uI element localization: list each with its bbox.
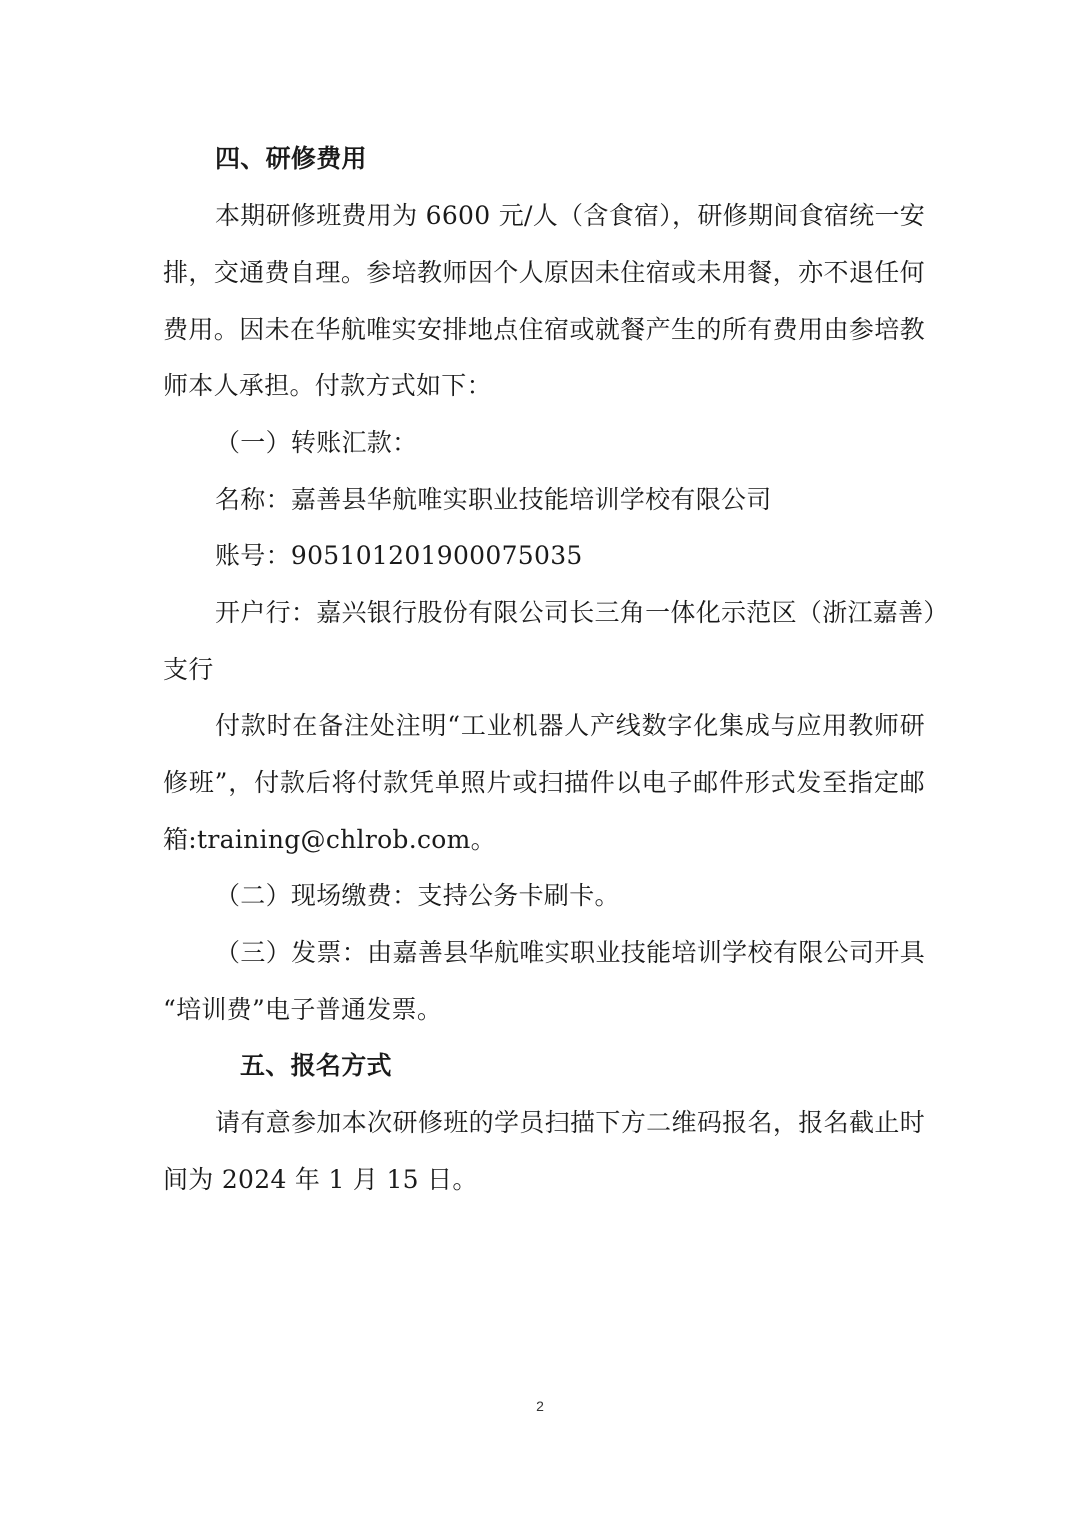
fee-paragraph-line-3: 费用。因未在华航唯实安排地点住宿或就餐产生的所有费用由参培教	[163, 315, 925, 344]
account-name: 名称：嘉善县华航唯实职业技能培训学校有限公司	[215, 485, 772, 514]
onsite-payment: （二）现场缴费：支持公务卡刷卡。	[215, 881, 620, 910]
payment-note-email: 箱:training@chlrob.com。	[163, 825, 496, 854]
registration-line-1: 请有意参加本次研修班的学员扫描下方二维码报名，报名截止时	[215, 1108, 925, 1137]
invoice-line-2: “培训费”电子普通发票。	[163, 995, 443, 1024]
fee-paragraph-line-1: 本期研修班费用为 6600 元/人（含食宿），研修期间食宿统一安	[215, 201, 926, 230]
transfer-title: （一）转账汇款：	[215, 428, 418, 457]
fee-paragraph-line-2: 排，交通费自理。参培教师因个人原因未住宿或未用餐，亦不退任何	[163, 258, 925, 287]
page-number: 2	[536, 1398, 544, 1414]
fee-paragraph-line-4: 师本人承担。付款方式如下：	[163, 371, 492, 400]
payment-note-line-1: 付款时在备注处注明“工业机器人产线数字化集成与应用教师研	[215, 711, 925, 740]
bank-line-1: 开户行：嘉兴银行股份有限公司长三角一体化示范区（浙江嘉善）	[215, 598, 949, 627]
registration-line-2: 间为 2024 年 1 月 15 日。	[163, 1165, 478, 1194]
bank-line-2: 支行	[163, 655, 214, 684]
account-number: 账号：905101201900075035	[215, 541, 583, 570]
payment-note-line-2: 修班”，付款后将付款凭单照片或扫描件以电子邮件形式发至指定邮	[163, 768, 925, 797]
section-4-heading: 四、研修费用	[215, 144, 367, 173]
section-5-heading: 五、报名方式	[240, 1051, 392, 1080]
invoice-line-1: （三）发票：由嘉善县华航唯实职业技能培训学校有限公司开具	[215, 938, 925, 967]
